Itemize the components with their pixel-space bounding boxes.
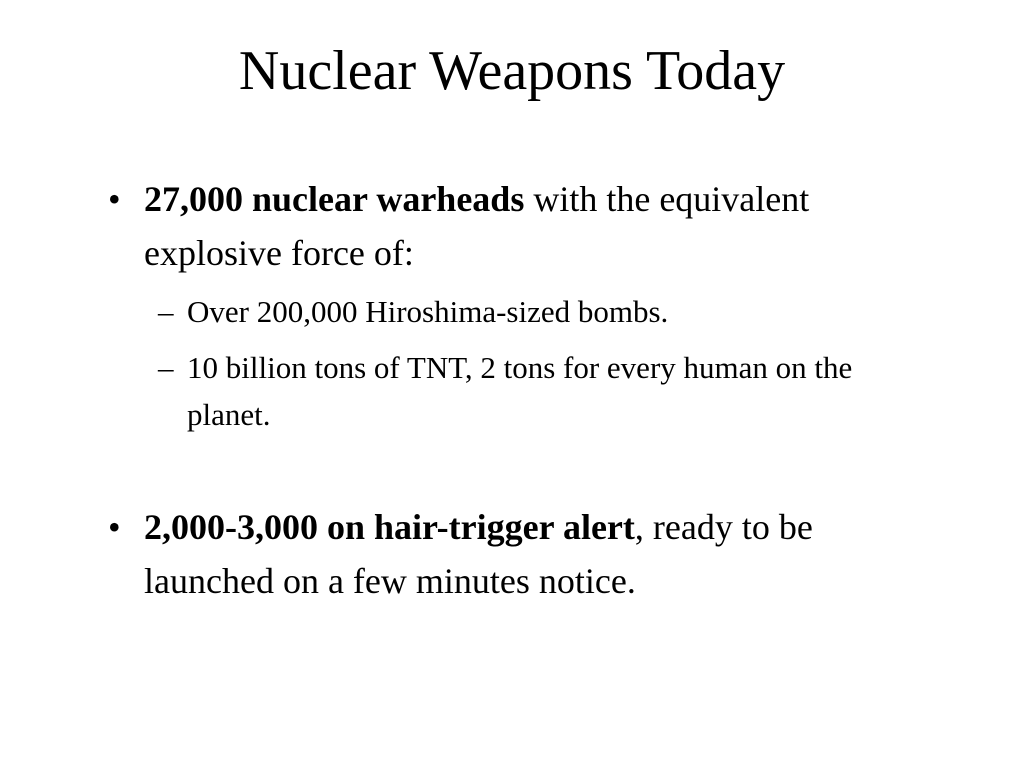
- sub-bullet-list: [108, 288, 908, 438]
- bullet-item-warheads: [108, 172, 908, 447]
- sub-bullet-marker: –: [158, 294, 174, 329]
- bullet-rest-text: , ready to be launched on a few minutes notice.: [144, 507, 813, 601]
- bullet-rest-text: with the equivalent explosive force of:: [144, 179, 810, 273]
- bullet-text: [144, 172, 908, 280]
- bullet-item-alert: [108, 500, 908, 608]
- bullet-bold-text: 2,000-3,000 on hair-trigger alert: [144, 507, 635, 547]
- sub-bullet-item-hiroshima: [158, 288, 908, 335]
- bullet-marker: •: [108, 507, 121, 547]
- bullet-bold-text: 27,000 nuclear warheads: [144, 179, 525, 219]
- bullet-marker: •: [108, 179, 121, 219]
- bullet-text: [144, 500, 908, 608]
- sub-bullet-text: 10 billion tons of TNT, 2 tons for every human on the planet.: [187, 350, 853, 432]
- sub-bullet-item-tnt: [158, 344, 908, 438]
- sub-bullet-text: Over 200,000 Hiroshima-sized bombs.: [187, 294, 669, 329]
- sub-bullet-marker: –: [158, 350, 174, 385]
- slide-title: Nuclear Weapons Today: [238, 40, 786, 102]
